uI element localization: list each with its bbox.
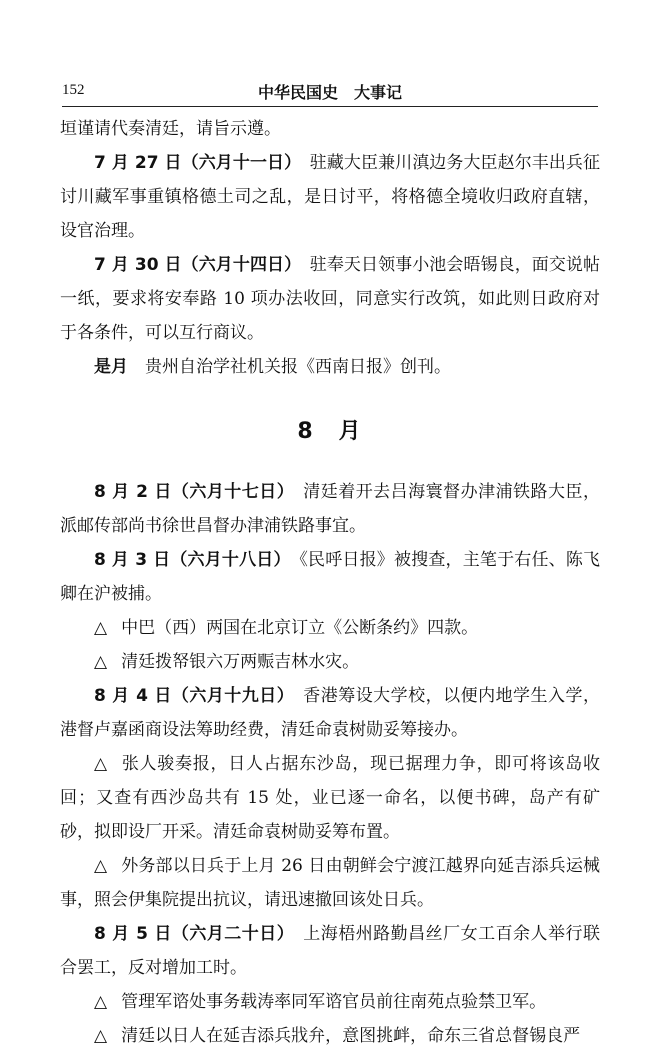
entry-lunar-date: （六月十八日） [170, 550, 283, 570]
triangle-marker-icon: △ [94, 618, 108, 638]
entry-text: 贵州自治学社机关报《西南日报》创刊。 [128, 357, 451, 377]
chronicle-entry [60, 611, 600, 645]
entry-lunar-date: （六月十七日） [171, 482, 286, 502]
entry-date: 8 月 5 日 [94, 924, 172, 944]
triangle-marker-icon: △ [94, 754, 108, 774]
chronicle-entry [60, 917, 600, 985]
entry-text: 香港筹设大学校，以便内地学生入学，港督卢嘉函商设法筹助经费，清廷命袁树勋妥筹接办。 [60, 686, 601, 740]
entry-text: 外务部以日兵于上月 26 日由朝鲜会宁渡江越界向延吉添兵运械事，照会伊集院提出抗议，请迅速撤回该处日兵。 [60, 856, 600, 910]
month-heading-text: 8 月 [297, 419, 363, 444]
entry-date: 是月 [94, 357, 128, 377]
chronicle-entry [60, 747, 600, 849]
chronicle-entry [60, 985, 600, 1019]
entry-date: 8 月 2 日 [94, 482, 172, 502]
chronicle-entry [60, 248, 600, 350]
entry-text: 张人骏奏报，日人占据东沙岛，现已据理力争，即可将该岛收回；又查有西沙岛共有 15 处，业已逐一命名，以便书碑，岛产有矿砂，拟即设厂开采。清廷命袁树勋妥筹布置。 [60, 754, 600, 842]
entry-text: 清廷以日人在延吉添兵戕弁，意图挑衅，命东三省总督锡良严 [121, 1026, 581, 1046]
triangle-marker-icon: △ [94, 652, 108, 672]
triangle-marker-icon: △ [94, 856, 108, 876]
chronicle-entry [60, 1019, 600, 1053]
month-heading [60, 414, 600, 445]
entry-text: 驻藏大臣兼川滇边务大臣赵尔丰出兵征讨川藏军事重镇格德土司之乱，是日讨平，将格德全境收归政府直辖，设官治理。 [60, 153, 601, 241]
chronicle-entry [60, 350, 600, 384]
entry-text: 管理军谘处事务载涛率同军谘官员前往南苑点验禁卫军。 [121, 992, 547, 1012]
chronicle-entry [60, 112, 600, 146]
entry-text: 中巴（西）两国在北京订立《公断条约》四款。 [121, 618, 479, 638]
entry-text: 《民呼日报》被搜查，主笔于右任、陈飞卿在沪被捕。 [60, 550, 601, 604]
august-entries [60, 475, 600, 1053]
entry-text: 上海梧州路勤昌丝厂女工百余人举行联合罢工，反对增加工时。 [60, 924, 601, 978]
entry-lunar-date: （六月二十日） [171, 924, 286, 944]
chronicle-entry [60, 543, 600, 611]
entry-text: 清廷着开去吕海寰督办津浦铁路大臣，派邮传部尚书徐世昌督办津浦铁路事宜。 [60, 482, 601, 536]
entry-lunar-date: （六月十四日） [181, 255, 293, 275]
page-number: 152 [62, 82, 85, 98]
running-header [62, 80, 598, 107]
page-body [60, 112, 600, 1053]
entry-lunar-date: （六月十九日） [171, 686, 286, 706]
entry-lunar-date: （六月十一日） [181, 153, 293, 173]
chronicle-entry [60, 645, 600, 679]
july-entries [60, 112, 600, 384]
entry-date: 7 月 27 日 [94, 153, 182, 173]
chronicle-entry [60, 849, 600, 917]
entry-date: 8 月 3 日 [94, 550, 171, 570]
entry-text: 垣谨请代奏清廷，请旨示遵。 [60, 119, 281, 139]
triangle-marker-icon: △ [94, 1026, 108, 1046]
chronicle-entry [60, 146, 600, 248]
entry-text: 驻奉天日领事小池会晤锡良，面交说帖一纸，要求将安奉路 10 项办法收回，同意实行改筑，如此则日政府对于各条件，可以互行商议。 [60, 255, 601, 343]
entry-date: 8 月 4 日 [94, 686, 172, 706]
running-title: 中华民国史 大事记 [257, 83, 402, 102]
chronicle-entry [60, 475, 600, 543]
chronicle-entry [60, 679, 600, 747]
triangle-marker-icon: △ [94, 992, 108, 1012]
entry-text: 清廷拨帑银六万两赈吉林水灾。 [121, 652, 360, 672]
entry-date: 7 月 30 日 [94, 255, 182, 275]
